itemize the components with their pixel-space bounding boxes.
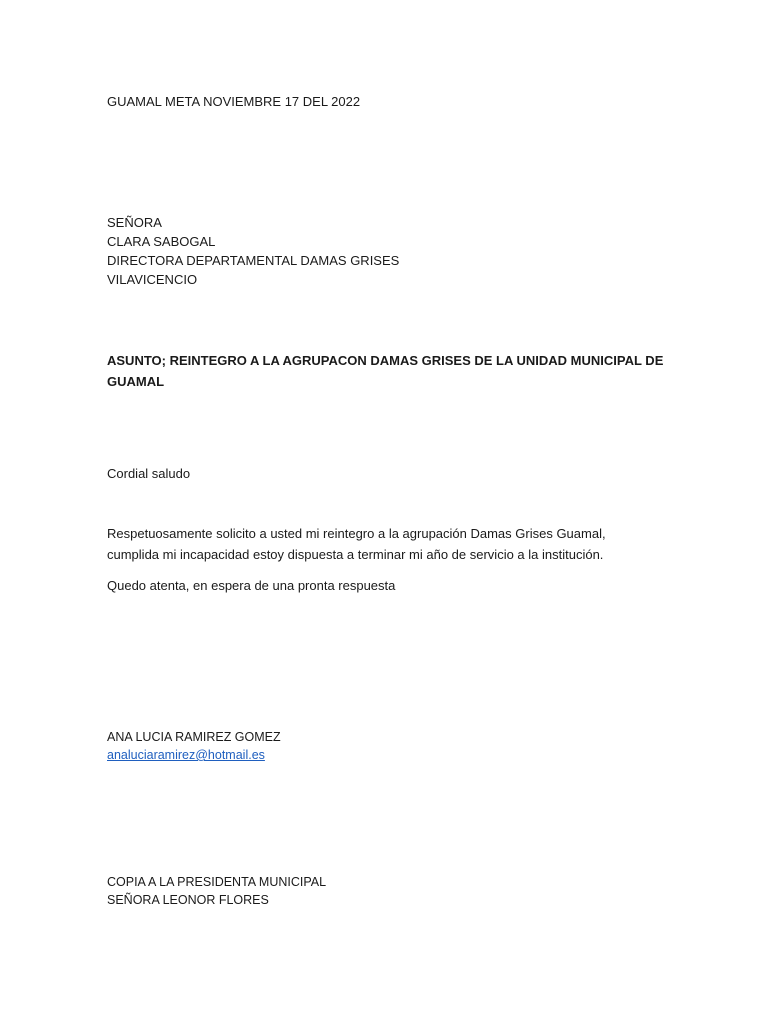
closing: Quedo atenta, en espera de una pronta respuesta [107,578,396,593]
signature-email-link[interactable]: analuciaramirez@hotmail.es [107,748,265,762]
greeting: Cordial saludo [107,466,191,481]
recipient-city: VILAVICENCIO [107,272,198,287]
recipient-position: DIRECTORA DEPARTAMENTAL DAMAS GRISES [107,253,400,268]
signature-name: ANA LUCIA RAMIREZ GOMEZ [107,730,281,744]
recipient-name: CLARA SABOGAL [107,234,216,249]
copy-line-1: COPIA A LA PRESIDENTA MUNICIPAL [107,875,327,889]
subject-line-1: ASUNTO; REINTEGRO A LA AGRUPACON DAMAS GRISES DE LA UNIDAD MUNICIPAL DE [107,353,664,368]
subject-line-2: GUAMAL [107,374,165,389]
place-date: GUAMAL META NOVIEMBRE 17 DEL 2022 [107,94,361,109]
body-line-1: Respetuosamente solicito a usted mi reintegro a la agrupación Damas Grises Guamal, [107,526,606,541]
body-line-2: cumplida mi incapacidad estoy dispuesta a terminar mi año de servicio a la institución. [107,547,604,562]
recipient-title: SEÑORA [107,215,162,230]
copy-line-2: SEÑORA LEONOR FLORES [107,893,269,907]
